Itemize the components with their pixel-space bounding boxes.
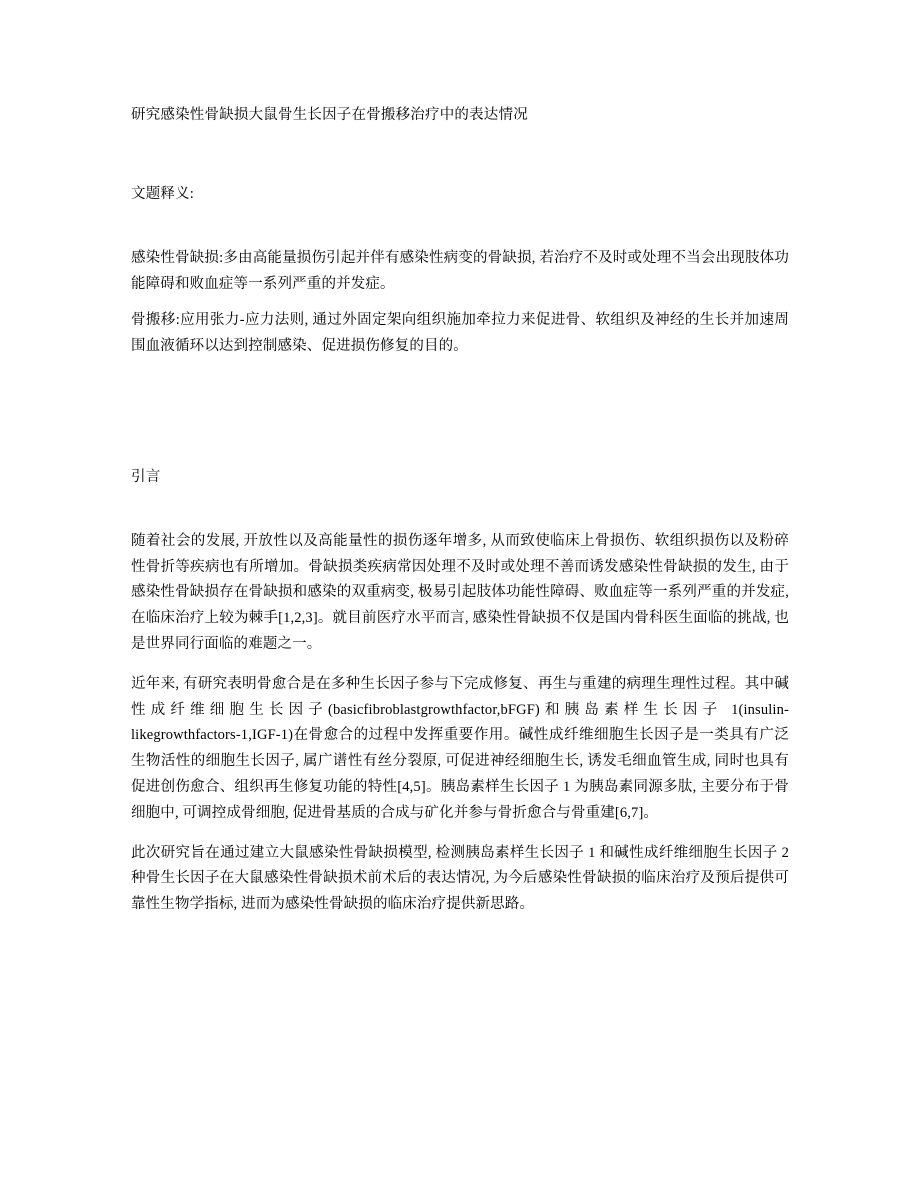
paragraph: 随着社会的发展, 开放性以及高能量性的损伤逐年增多, 从而致使临床上骨损伤、软组织损伤以及粉碎性骨折等疾病也有所增加。骨缺损类疾病常因处理不及时或处理不善而诱发感染性骨缺损的发生, 由于感染性骨缺损存在骨缺损和感染的双重病变, 极易引起肢体功能性障碍、败血症等一系列严重的并发症, 在临床治疗上较为棘手[1,2,3]。就目前医疗水平而言, 感染性骨缺损不仅是国内骨科医生面临的挑战, 也是世界同行面临的难题之一。 bbox=[131, 532, 789, 652]
spacer bbox=[131, 489, 789, 529]
term-definition-bone-transport: 骨搬移:应用张力-应力法则, 通过外固定架向组织施加牵拉力来促进骨、软组织及神经的生长并加速周围血液循环以达到控制感染、促进损伤修复的目的。 bbox=[131, 311, 789, 354]
spacer bbox=[131, 370, 789, 426]
paragraph: 此次研究旨在通过建立大鼠感染性骨缺损模型, 检测胰岛素样生长因子 1 和碱性成纤维细胞生长因子 2 种骨生长因子在大鼠感染性骨缺损术前术后的表达情况, 为今后感染性骨缺损的临床治疗及预后提供可靠性生物学指标, 进而为感染性骨缺损的临床治疗提供新思路。 bbox=[131, 844, 789, 913]
term-definition-infected-bone-defect: 感染性骨缺损:多由高能量损伤引起并伴有感染性病变的骨缺损, 若治疗不及时或处理不当会出现肢体功能障碍和败血症等一系列严重的并发症。 bbox=[131, 250, 789, 293]
paragraph: 近年来, 有研究表明骨愈合是在多种生长因子参与下完成修复、再生与重建的病理生理性过程。其中碱性成纤维细胞生长因子(basicfibroblastgrowthfactor,bFGF)和胰岛素样生长因子 1(insulin-likegrowthfactors-1,IGF-1)在骨愈合的过程中发挥重要作用。碱性成纤维细胞生长因子是一类具有广泛生物活性的细胞生长因子, 属广谱性有丝分裂原, 可促进神经细胞生长, 诱发毛细血管生成, 同时也具有促进创伤愈合、组织再生修复功能的特性[4,5]。胰岛素样生长因子 1 为胰岛素同源多肽, 主要分布于骨细胞中, 可调控成骨细胞, 促进骨基质的合成与矿化并参与骨折愈合与骨重建[6,7]。 bbox=[131, 675, 789, 821]
spacer bbox=[131, 127, 789, 183]
section-heading-introduction: 引言 bbox=[131, 468, 161, 485]
introduction-body bbox=[131, 529, 789, 918]
document-content bbox=[131, 104, 789, 918]
spacer bbox=[131, 426, 789, 466]
spacer bbox=[131, 206, 789, 246]
page-title: 研究感染性骨缺损大鼠骨生长因子在骨搬移治疗中的表达情况 bbox=[131, 107, 528, 123]
keyword-heading: 文题释义: bbox=[131, 186, 195, 203]
